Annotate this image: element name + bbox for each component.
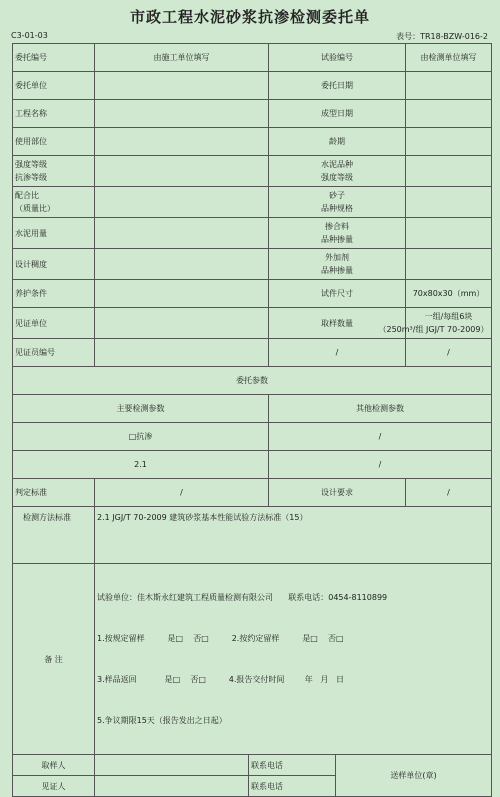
witness-no-field[interactable]: [95, 339, 269, 367]
consistency-label: 设计稠度: [13, 249, 95, 280]
client-label: 委托单位: [13, 72, 95, 100]
curing-field[interactable]: [95, 280, 269, 308]
project-label: 工程名称: [13, 100, 95, 128]
row-params-1: [13, 423, 492, 451]
row-client: [13, 72, 492, 100]
mix-ratio-label: 配合比 （质量比）: [13, 187, 95, 218]
project-field[interactable]: [95, 100, 269, 128]
row-params-headers: [13, 395, 492, 423]
consistency-field[interactable]: [95, 249, 269, 280]
params-section-title: 委托参数: [13, 367, 492, 395]
test-no-field[interactable]: 由检测单位填写: [406, 44, 492, 72]
row-judge: [13, 479, 492, 507]
witness-label: 见证人: [13, 776, 95, 797]
part-label: 使用部位: [13, 128, 95, 156]
commission-date-label: 委托日期: [269, 72, 406, 100]
admixture-field[interactable]: [406, 218, 492, 249]
method-label: 检测方法标准: [13, 507, 95, 564]
cement-type-field[interactable]: [406, 156, 492, 187]
client-field[interactable]: [95, 72, 269, 100]
admixture-label: 掺合料 品种掺量: [269, 218, 406, 249]
curing-label: 养护条件: [13, 280, 95, 308]
other-param-1: /: [269, 423, 492, 451]
impermeability-checkbox[interactable]: □抗渗: [13, 423, 269, 451]
row-commission-no: [13, 44, 492, 72]
witness-no-slash-1: /: [269, 339, 406, 367]
design-req-value: /: [406, 479, 492, 507]
row-part: [13, 128, 492, 156]
design-req-label: 设计要求: [269, 479, 406, 507]
other-param-2: /: [269, 451, 492, 479]
param-index: 2.1: [13, 451, 269, 479]
notes-label: 备 注: [13, 564, 95, 755]
form-code: C3-01-03: [11, 31, 48, 40]
method-value: 2.1 JGJ/T 70-2009 建筑砂浆基本性能试验方法标准（15）: [95, 507, 492, 564]
sample-qty-value: 一组/每组6块 （250m³/组 JGJ/T 70-2009）: [406, 308, 492, 339]
cement-type-label: 水泥品种 强度等级: [269, 156, 406, 187]
cement-amount-field[interactable]: [95, 218, 269, 249]
row-params-2: [13, 451, 492, 479]
part-field[interactable]: [95, 128, 269, 156]
row-witness-unit: [13, 308, 492, 339]
return-options[interactable]: 3.样品返回 是□ 否□ 4.报告交付时间 年 月 日: [97, 675, 345, 684]
retention-options[interactable]: 1.按规定留样 是□ 否□ 2.按约定留样 是□ 否□: [97, 634, 344, 643]
age-label: 龄期: [269, 128, 406, 156]
judge-standard-label: 判定标准: [13, 479, 95, 507]
row-method: [13, 507, 492, 564]
test-no-label: 试验编号: [269, 44, 406, 72]
commission-form-table: [12, 43, 492, 797]
grade-label: 强度等级 抗渗等级: [13, 156, 95, 187]
row-notes: [13, 564, 492, 755]
main-params-header: 主要检测参数: [13, 395, 269, 423]
sand-label: 砂子 品种规格: [269, 187, 406, 218]
cement-amount-label: 水泥用量: [13, 218, 95, 249]
sand-field[interactable]: [406, 187, 492, 218]
form-title: 市政工程水泥砂浆抗渗检测委托单: [129, 8, 370, 26]
lab-contact-line: 试验单位：佳木斯永红建筑工程质量检测有限公司 联系电话：0454-8110899: [97, 593, 388, 602]
witness-field[interactable]: [95, 776, 249, 797]
witness-unit-field[interactable]: [95, 308, 269, 339]
commission-no-label: 委托编号: [13, 44, 95, 72]
age-field[interactable]: [406, 128, 492, 156]
molding-date-field[interactable]: [406, 100, 492, 128]
dispute-period: 5.争议期限15天（报告发出之日起）: [97, 716, 227, 725]
other-params-header: 其他检测参数: [269, 395, 492, 423]
additive-label: 外加剂 品种掺量: [269, 249, 406, 280]
commission-no-field[interactable]: 由施工单位填写: [95, 44, 269, 72]
witness-no-label: 见证员编号: [13, 339, 95, 367]
witness-unit-label: 见证单位: [13, 308, 95, 339]
row-grade: [13, 156, 492, 187]
witness-no-slash-2: /: [406, 339, 492, 367]
commission-date-field[interactable]: [406, 72, 492, 100]
row-consistency: [13, 249, 492, 280]
witness-phone-label: 联系电话: [249, 776, 336, 797]
sender-unit-label: 送样单位(章): [336, 755, 492, 797]
sampler-phone-label: 联系电话: [249, 755, 336, 776]
specimen-size-label: 试件尺寸: [269, 280, 406, 308]
row-water: [13, 218, 492, 249]
mix-ratio-field[interactable]: [95, 187, 269, 218]
molding-date-label: 成型日期: [269, 100, 406, 128]
sampler-field[interactable]: [95, 755, 249, 776]
sample-qty-label: 取样数量: [269, 308, 406, 339]
row-curing: [13, 280, 492, 308]
additive-field[interactable]: [406, 249, 492, 280]
row-sampler: [13, 755, 492, 776]
row-mix: [13, 187, 492, 218]
table-number: 表号：TR18-BZW-016-2: [396, 32, 488, 41]
row-project: [13, 100, 492, 128]
sampler-label: 取样人: [13, 755, 95, 776]
grade-field[interactable]: [95, 156, 269, 187]
specimen-size-value: 70x80x30（mm）: [406, 280, 492, 308]
judge-standard-value: /: [95, 479, 269, 507]
row-witness-no: [13, 339, 492, 367]
notes-content: [95, 564, 492, 755]
row-params-title: [13, 367, 492, 395]
